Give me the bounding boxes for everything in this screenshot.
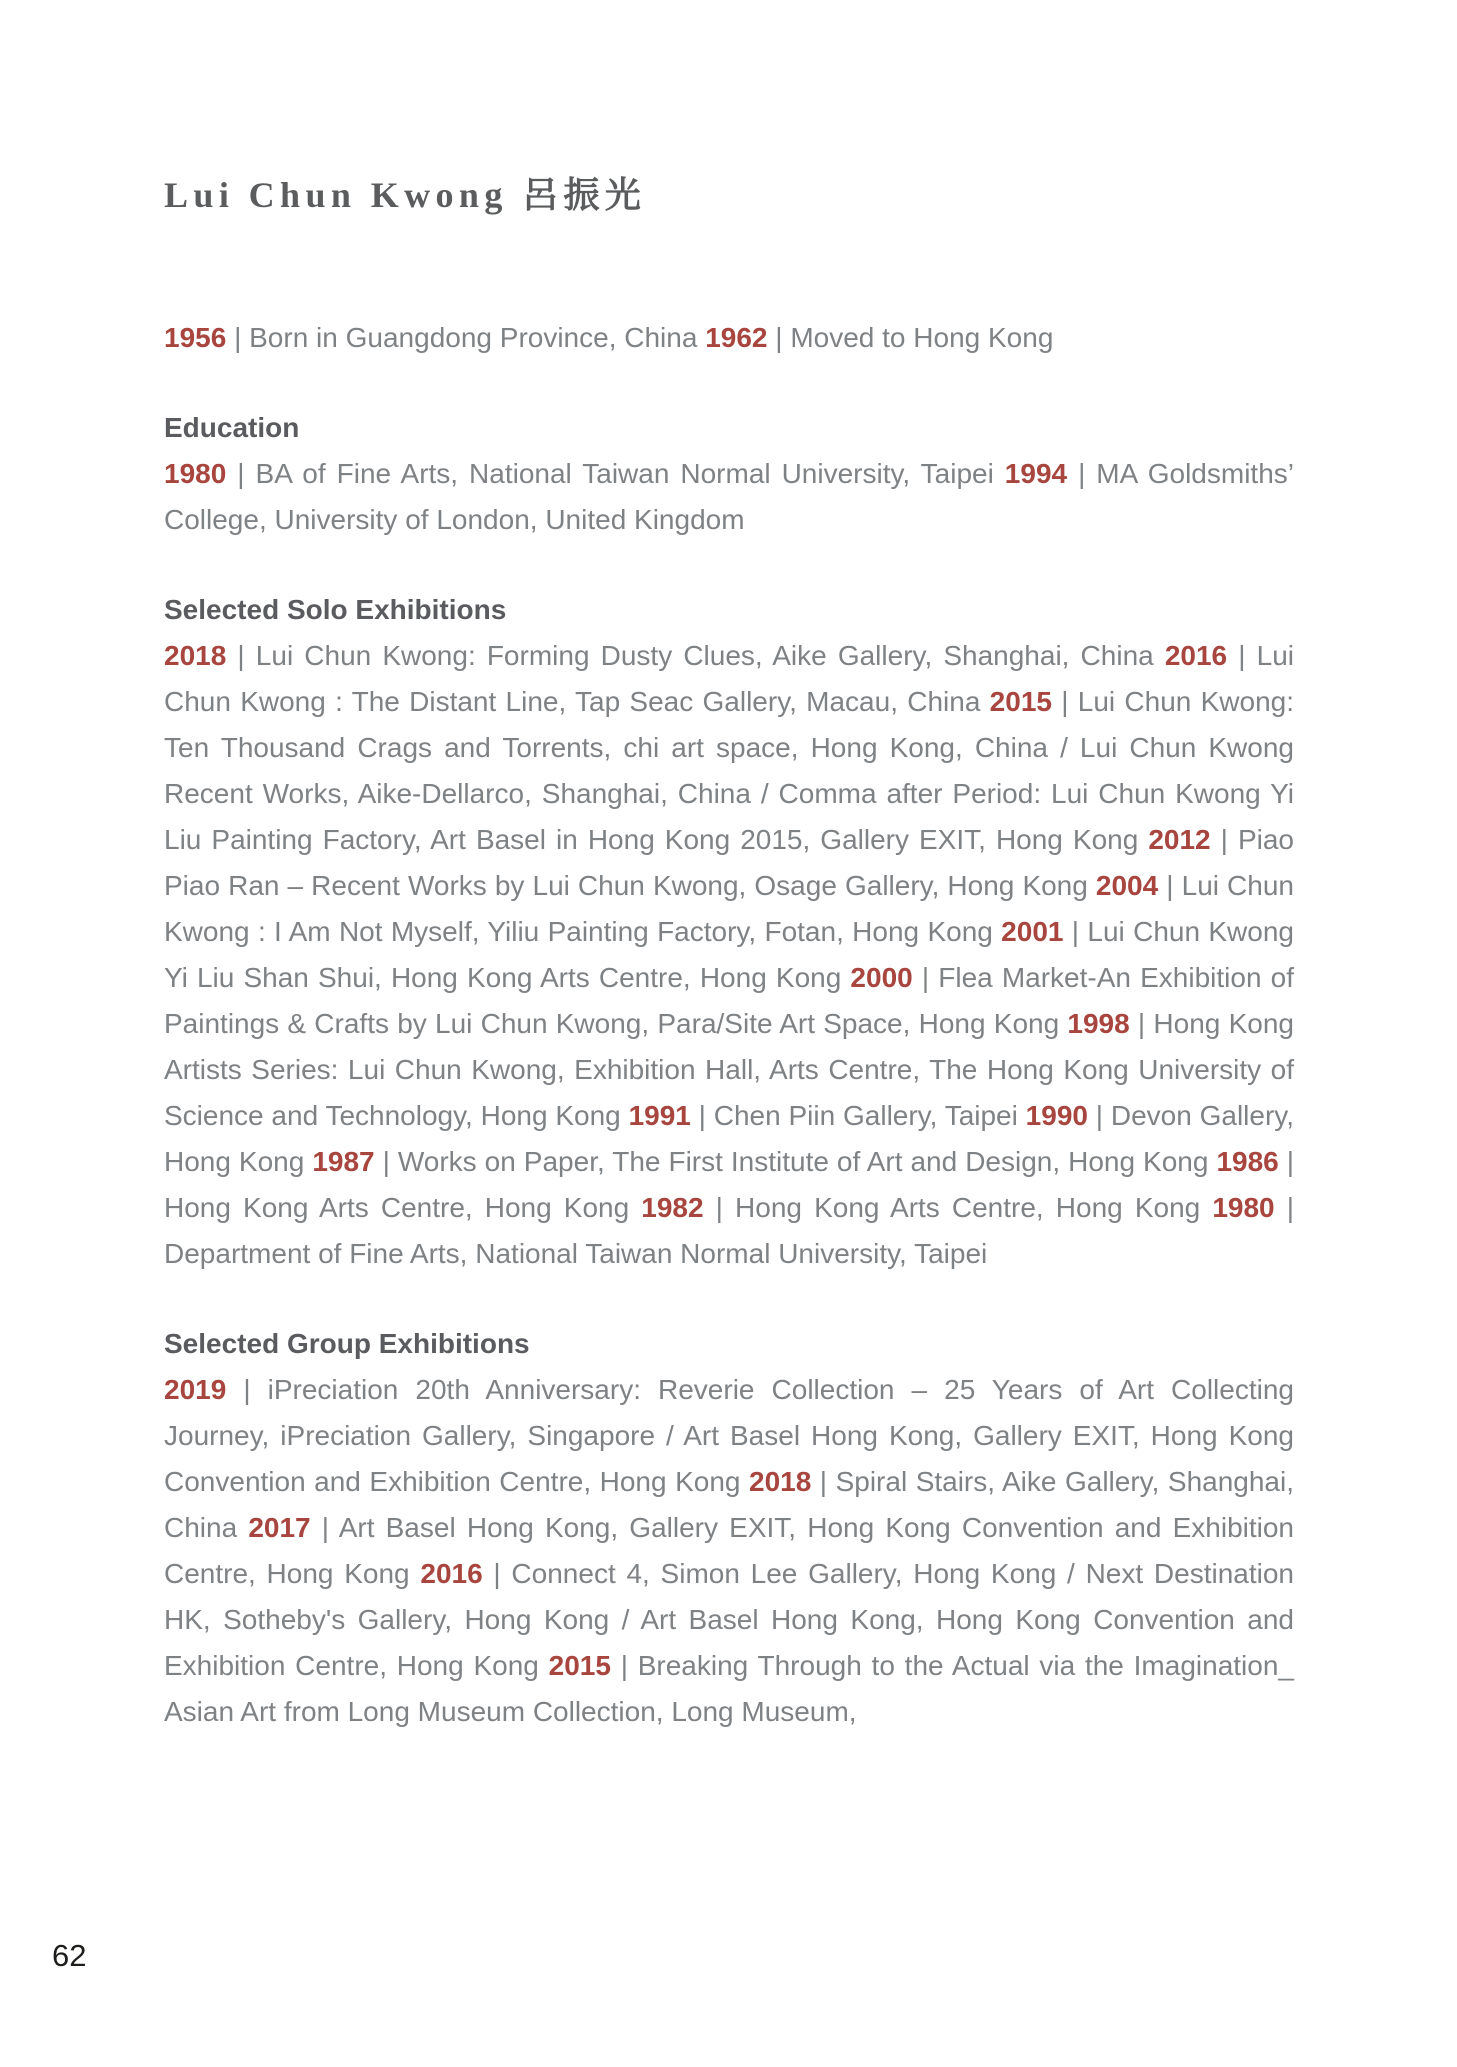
- year-label: 2004: [1095, 870, 1159, 901]
- entry-text: | Born in Guangdong Province, China: [226, 322, 706, 353]
- cv-content: [164, 0, 1294, 1735]
- entry-text: | Breaking Through to the Actual via the Imagination_ Asian Art from Long Museum Collection, Long Museum,: [164, 1650, 1294, 1727]
- year-label: 2012: [1148, 824, 1211, 855]
- year-label: 1956: [164, 322, 227, 353]
- entry-text: | Chen Piin Gallery, Taipei: [690, 1100, 1026, 1131]
- entry-text: | Lui Chun Kwong: Ten Thousand Crags and Torrents, chi art space, Hong Kong, China / Lui Chun Kwong Recent Works, Aike-Dellarco, Shanghai, China / Comma after Period: Lui Chun Kwong Yi Liu Painting Factory, Art Basel in Hong Kong 2015, Gallery EXIT, Hong Kong: [164, 686, 1294, 855]
- entry-text: | Department of Fine Arts, National Taiwan Normal University, Taipei: [164, 1192, 1294, 1269]
- year-label: 2017: [248, 1512, 311, 1543]
- year-label: 1998: [1067, 1008, 1130, 1039]
- year-label: 1990: [1025, 1100, 1088, 1131]
- entry-text: | Lui Chun Kwong : The Distant Line, Tap Seac Gallery, Macau, China: [164, 640, 1295, 717]
- entry-text: | Lui Chun Kwong: Forming Dusty Clues, Aike Gallery, Shanghai, China: [226, 640, 1165, 671]
- entry-text: | Flea Market-An Exhibition of Paintings & Crafts by Lui Chun Kwong, Para/Site Art Space, Hong Kong: [164, 962, 1294, 1039]
- entry-text: | Hong Kong Arts Centre, Hong Kong: [164, 1146, 1294, 1223]
- entry-text: | Devon Gallery, Hong Kong: [164, 1100, 1294, 1177]
- education-paragraph: [164, 451, 1294, 543]
- year-label: 1980: [1212, 1192, 1275, 1223]
- year-label: 2019: [164, 1374, 227, 1405]
- year-label: 1982: [641, 1192, 704, 1223]
- section-education: [164, 405, 1294, 543]
- year-label: 2016: [420, 1558, 483, 1589]
- section-solo-exhibitions: [164, 587, 1294, 1277]
- entry-text: | Lui Chun Kwong : I Am Not Myself, Yiliu Painting Factory, Fotan, Hong Kong: [164, 870, 1294, 947]
- year-label: 2018: [164, 640, 227, 671]
- bio-line: [164, 315, 1294, 361]
- solo-exhibitions-paragraph: [164, 633, 1294, 1277]
- entry-text: | iPreciation 20th Anniversary: Reverie Collection – 25 Years of Art Collecting Journey, iPreciation Gallery, Singapore / Art Basel Hong Kong, Gallery EXIT, Hong Kong Convention and Exhibition Centre, Hong Kong: [164, 1374, 1294, 1497]
- entry-text: | Works on Paper, The First Institute of Art and Design, Hong Kong: [374, 1146, 1217, 1177]
- entry-text: | Art Basel Hong Kong, Gallery EXIT, Hong Kong Convention and Exhibition Centre, Hong Kong: [164, 1512, 1295, 1589]
- year-label: 2001: [1001, 916, 1064, 947]
- entry-text: | MA Goldsmiths’ College, University of London, United Kingdom: [164, 458, 1295, 535]
- year-label: 1987: [312, 1146, 375, 1177]
- entry-text: | Lui Chun Kwong Yi Liu Shan Shui, Hong Kong Arts Centre, Hong Kong: [164, 916, 1294, 993]
- year-label: 1994: [1004, 458, 1068, 489]
- section-heading-solo-exhibitions: Selected Solo Exhibitions: [164, 594, 507, 625]
- entry-text: | BA of Fine Arts, National Taiwan Normal University, Taipei: [226, 458, 1005, 489]
- entry-text: | Piao Piao Ran – Recent Works by Lui Chun Kwong, Osage Gallery, Hong Kong: [164, 824, 1294, 901]
- page-number: 62: [52, 1938, 87, 1973]
- section-heading-education: Education: [164, 412, 300, 443]
- entry-text: | Moved to Hong Kong: [767, 322, 1054, 353]
- entry-text: | Connect 4, Simon Lee Gallery, Hong Kong / Next Destination HK, Sotheby's Gallery, Hong Kong / Art Basel Hong Kong, Hong Kong Convention and Exhibition Centre, Hong Kong: [164, 1558, 1294, 1681]
- group-exhibitions-paragraph: [164, 1367, 1294, 1735]
- year-label: 1991: [628, 1100, 691, 1131]
- section-group-exhibitions: [164, 1321, 1294, 1735]
- entry-text: | Hong Kong Arts Centre, Hong Kong: [703, 1192, 1213, 1223]
- year-label: 1986: [1216, 1146, 1279, 1177]
- year-label: 1962: [705, 322, 768, 353]
- year-label: 2016: [1164, 640, 1228, 671]
- page-title: Lui Chun Kwong 呂振光: [164, 175, 647, 215]
- year-label: 1980: [164, 458, 227, 489]
- year-label: 2000: [850, 962, 913, 993]
- entry-text: | Hong Kong Artists Series: Lui Chun Kwong, Exhibition Hall, Arts Centre, The Hong Kong University of Science and Technology, Hong Kong: [164, 1008, 1294, 1131]
- year-label: 2015: [548, 1650, 611, 1681]
- entry-text: | Spiral Stairs, Aike Gallery, Shanghai, China: [164, 1466, 1294, 1543]
- year-label: 2018: [749, 1466, 812, 1497]
- year-label: 2015: [989, 686, 1052, 717]
- section-heading-group-exhibitions: Selected Group Exhibitions: [164, 1328, 530, 1359]
